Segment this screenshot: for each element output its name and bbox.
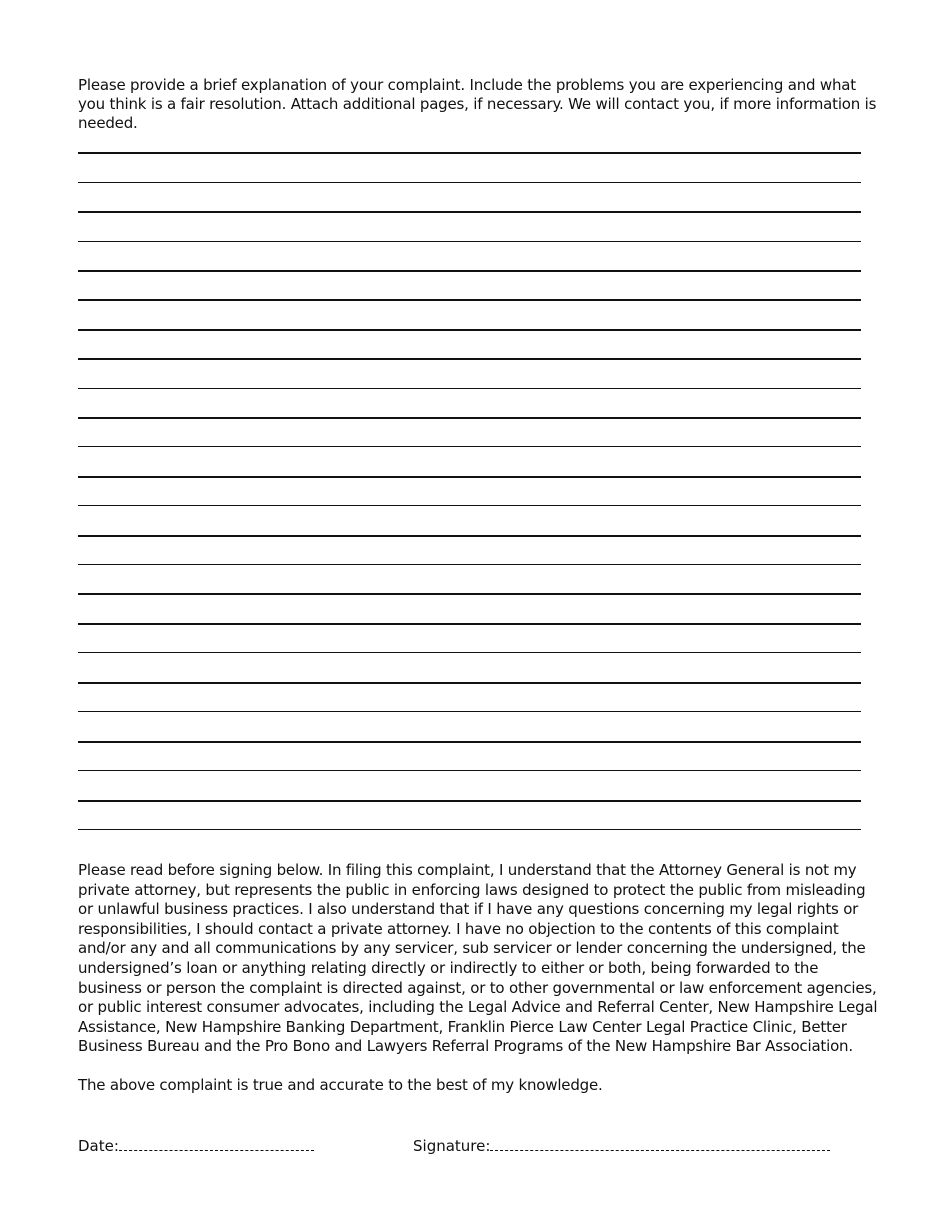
- date-blank-line[interactable]: [119, 1136, 314, 1151]
- complaint-instructions: Please provide a brief explanation of your complaint. Include the problems you are experiencing and what you think is a fair resolution. Attach additional pages, if necessary. We will contact you, if more information is needed.: [78, 76, 877, 132]
- signature-label: Signature:: [413, 1137, 491, 1155]
- answer-line[interactable]: [78, 299, 861, 301]
- answer-line[interactable]: [78, 770, 861, 771]
- answer-line[interactable]: [78, 182, 861, 183]
- signature-blank-line[interactable]: [490, 1136, 830, 1151]
- answer-line[interactable]: [78, 535, 861, 537]
- answer-line[interactable]: [78, 682, 861, 684]
- answer-line[interactable]: [78, 505, 861, 506]
- answer-line[interactable]: [78, 358, 861, 360]
- answer-line[interactable]: [78, 711, 861, 712]
- answer-line[interactable]: [78, 593, 861, 595]
- answer-line[interactable]: [78, 446, 861, 447]
- signature-field[interactable]: [413, 1136, 830, 1156]
- date-label: Date:: [78, 1137, 119, 1155]
- answer-line[interactable]: [78, 329, 861, 331]
- signature-row: [78, 1136, 878, 1158]
- answer-line[interactable]: [78, 652, 861, 653]
- answer-line[interactable]: [78, 270, 861, 272]
- date-field[interactable]: [78, 1136, 314, 1156]
- answer-line[interactable]: [78, 211, 861, 213]
- answer-line[interactable]: [78, 829, 861, 830]
- answer-line[interactable]: [78, 800, 861, 802]
- answer-line[interactable]: [78, 623, 861, 625]
- answer-line[interactable]: [78, 152, 861, 154]
- answer-line[interactable]: [78, 741, 861, 743]
- signing-notice: Please read before signing below. In filing this complaint, I understand that the Attorney General is not my private attorney, but represents the public in enforcing laws designed to protect the public from misleading or unlawful business practices. I also understand that if I have any questions concerning my legal rights or responsibilities, I should contact a private attorney. I have no objection to the contents of this complaint and/or any and all communications by any servicer, sub servicer or lender concerning the undersigned, the undersigned’s loan or anything relating directly or indirectly to either or both, being forwarded to the business or person the complaint is directed against, or to other governmental or law enforcement agencies, or public interest consumer advocates, including the Legal Advice and Referral Center, New Hampshire Legal Assistance, New Hampshire Banking Department, Franklin Pierce Law Center Legal Practice Clinic, Better Business Bureau and the Pro Bono and Lawyers Referral Programs of the New Hampshire Bar Association.: [78, 861, 878, 1056]
- answer-line[interactable]: [78, 476, 861, 478]
- answer-line[interactable]: [78, 241, 861, 242]
- answer-line[interactable]: [78, 388, 861, 389]
- complaint-explanation-area[interactable]: [78, 152, 861, 852]
- answer-line[interactable]: [78, 564, 861, 565]
- attestation-statement: The above complaint is true and accurate to the best of my knowledge.: [78, 1076, 603, 1094]
- answer-line[interactable]: [78, 417, 861, 419]
